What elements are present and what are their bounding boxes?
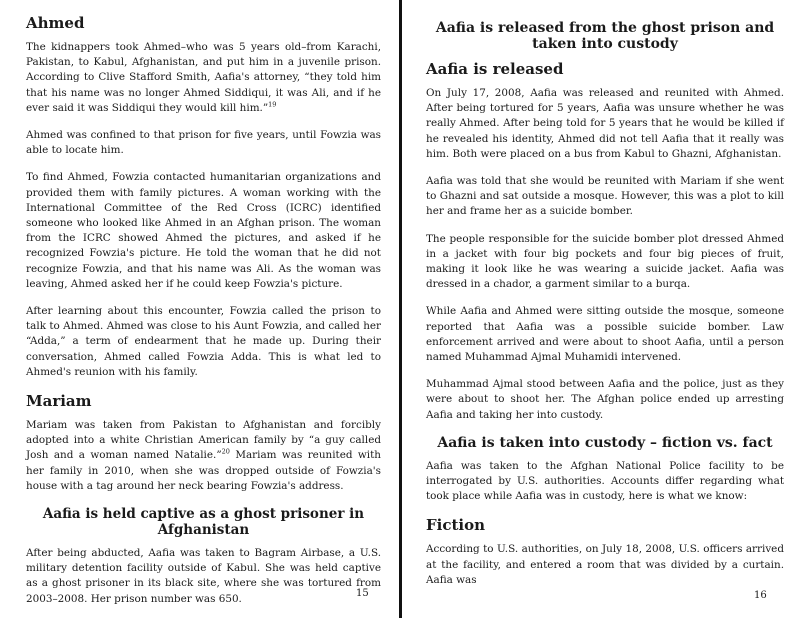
captive-paragraph-1: After being abducted, Aafia was taken to Bagram Airbase, a U.S. military detention facility outside of Kabul. She was held captive as a ghost prisoner in its black site, where she was tortured from 2003–2008. Her prison number was 650. [26, 547, 381, 605]
released-paragraph-2: Aafia was told that she would be reunited with Mariam if she went to Ghazni and sat outside a mosque. However, this was a plot to kill her and frame her as a suicide bomber. [426, 175, 784, 218]
footnote-ref-19: 19 [268, 100, 277, 109]
left-page [0, 0, 399, 618]
page-number: 15 [356, 588, 369, 599]
captive-heading: Aafia is held captive as a ghost prisoner in Afghanistan [42, 506, 365, 539]
released-paragraph-1: On July 17, 2008, Aafia was released and reunited with Ahmed. After being tortured for 5 years, Aafia was unsure whether he was really Ahmed. After being told for 5 years that he would be killed if he revealed his identity, Ahmed did not tell Aafia that it really was him. Both were placed on a bus from Kabul to Ghazni, Afghanistan. [426, 87, 784, 160]
custody-paragraph-1: Aafia was taken to the Afghan National Police facility to be interrogated by U.S. authorities. Accounts differ regarding what took place while Aafia was in custody, here is what we know: [426, 459, 784, 503]
released-paragraph-4: While Aafia and Ahmed were sitting outside the mosque, someone reported that Aafia was a possible suicide bomber. Law enforcement arrived and were about to shoot Aafia, until a person named Muhammad Ajmal Muhamidi intervened. [426, 305, 784, 364]
ahmed-heading: Ahmed [26, 14, 85, 32]
mariam-paragraph-1 [26, 418, 381, 494]
right-page [402, 0, 800, 618]
ahmed-paragraph-1 [26, 40, 381, 116]
fiction-paragraph-1: According to U.S. authorities, on July 18, 2008, U.S. officers arrived at the facility, and entered a room that was divided by a curtain. Aafia was [426, 543, 784, 586]
custody-heading: Aafia is taken into custody – fiction vs. fact [437, 434, 773, 451]
mariam-paragraph-1-text-b: Mariam was reunited with her family in 2010, when she was dropped outside of Fowzia's house with a tag around her neck bearing Fowzia's address. [26, 449, 381, 492]
mariam-heading: Mariam [26, 392, 92, 411]
footnote-ref-20: 20 [221, 448, 230, 456]
main-heading: Aafia is released from the ghost prison and taken into custody [435, 20, 775, 52]
ahmed-paragraph-3: To find Ahmed, Fowzia contacted humanitarian organizations and provided them with family pictures. A woman working with the International Committee of the Red Cross (ICRC) identified someone who looked like Ahmed in an Afghan prison. The woman from the ICRC showed Ahmed the pictures, and asked if he recognized Fowzia's picture. He told the woman that he did not recognize Fowzia, and that his name was Ali. As the woman was leaving, Ahmed asked her if he could keep Fowzia's picture. [26, 171, 381, 290]
released-heading: Aafia is released [426, 60, 564, 78]
ahmed-paragraph-1-text: The kidnappers took Ahmed–who was 5 years old–from Karachi, Pakistan, to Kabul, Afghanistan, and put him in a juvenile prison. According to Clive Stafford Smith, Aafia's attorney, “they told him that his name was no longer Ahmed Siddiqui, it was Ali, and if he ever said it was Siddiqui they would kill him.” [26, 41, 381, 114]
fiction-heading: Fiction [426, 516, 486, 535]
mariam-paragraph-1-text-a: Mariam was taken from Pakistan to Afghanistan and forcibly adopted into a white Christian American family by “a guy called Josh and a woman named Natalie.” [26, 419, 381, 462]
page-number: 16 [754, 590, 767, 601]
ahmed-paragraph-4: After learning about this encounter, Fowzia called the prison to talk to Ahmed. Ahmed was close to his Aunt Fowzia, and called her “Adda,” a term of endearment that he made up. During their conversation, Ahmed called Fowzia Adda. This is what led to Ahmed's reunion with his family. [26, 305, 381, 378]
ahmed-paragraph-2: Ahmed was confined to that prison for five years, until Fowzia was able to locate him. [26, 129, 381, 157]
released-paragraph-3: The people responsible for the suicide bomber plot dressed Ahmed in a jacket with four big pockets and four big pieces of fruit, making it look like he was wearing a suicide jacket. Aafia was dressed in a chador, a garment similar to a burqa. [426, 232, 784, 291]
released-paragraph-5: Muhammad Ajmal stood between Aafia and the police, just as they were about to shoot her. The Afghan police ended up arresting Aafia and taking her into custody. [426, 378, 784, 421]
